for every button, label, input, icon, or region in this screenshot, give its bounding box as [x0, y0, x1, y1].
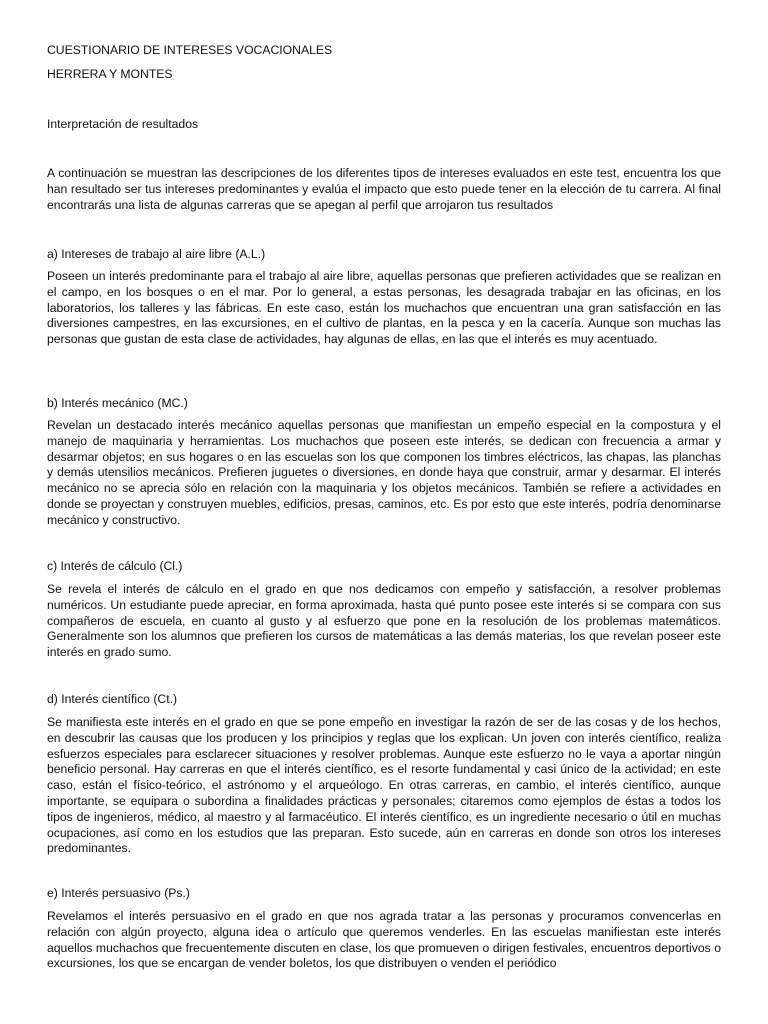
section-heading-ct: d) Interés científico (Ct.): [47, 692, 178, 706]
document-author: HERRERA Y MONTES: [47, 67, 173, 81]
section-body-mc: Revelan un destacado interés mecánico aquellas personas que manifiestan un empeño especial en la compostura y el manejo de maquinaria y herramientas. Los muchachos que poseen este interés, se dedican con frecuencia a armar y desarmar objetos; en sus hogares o en las escuelas son los que componen los timbres eléctricos, las chapas, las planchas y demás utensilios mecánicos. Prefieren juguetes o diversiones, en donde haya que construir, armar y desarmar. El interés mecánico no se aprecia sólo en relación con la maquinaria y los objetos mecánicos. También se refiere a actividades en donde se proyectan y construyen muebles, edificios, presas, caminos, etc. Es por esto que este interés, podría denominarse mecánico y constructivo.: [47, 418, 721, 527]
section-body-ps: Revelamos el interés persuasivo en el grado en que nos agrada tratar a las personas y procuramos convencerlas en relación con algún proyecto, alguna idea o artículo que queremos venderles. En las escuelas manifiestan este interés aquellos muchachos que frecuentemente discuten en clase, los que promueven o dirigen festivales, encuentros deportivos o excursiones, los que se encargan de vender boletos, los que distribuyen o venden el periódico: [47, 909, 721, 971]
document-title: CUESTIONARIO DE INTERESES VOCACIONALES: [47, 43, 333, 57]
section-body-ct: Se manifiesta este interés en el grado en que se pone empeño en investigar la razón de ser de las cosas y de los hechos, en descubrir las causas que los producen y los principios y reglas que los explican. Un joven con interés científico, realiza esfuerzos especiales para esclarecer situaciones y resolver problemas. Aunque este esfuerzo no le vaya a aportar ningún beneficio personal. Hay carreras en que el interés científico, es el resorte fundamental y casi único de la actividad; en este caso, están el físico-teórico, el astrónomo y el arqueólogo. En otras carreras, en cambio, el interés científico, aunque importante, se equipara o subordina a finalidades prácticas y personales; citaremos como ejemplos de éstas a todos los tipos de ingenieros, médico, al maestro y al farmacéutico. El interés científico, es un ingrediente necesario o útil en muchas ocupaciones, así como en los estudios que las preparan. Esto sucede, aún en carreras en donde son otros los intereses predominantes.: [47, 715, 721, 856]
section-heading-al: a) Intereses de trabajo al aire libre (A.L.): [47, 247, 266, 261]
section-heading-cl: c) Interés de cálculo (Cl.): [47, 559, 183, 573]
intro-paragraph: A continuación se muestran las descripciones de los diferentes tipos de intereses evaluados en este test, encuentra los que han resultado ser tus intereses predominantes y evalúa el impacto que esto puede tener en la elección de tu carrera. Al final encontrarás una lista de algunas carreras que se apegan al perfil que arrojaron tus resultados: [47, 166, 721, 212]
section-body-cl: Se revela el interés de cálculo en el grado en que nos dedicamos con empeño y satisfacción, a resolver problemas numéricos. Un estudiante puede apreciar, en forma aproximada, hasta qué punto posee este interés si se compara con sus compañeros de escuela, en cuanto al gusto y al esfuerzo que pone en la resolución de los problemas matemáticos. Generalmente son los alumnos que prefieren los cursos de matemáticas a las demás materias, los que revelan poseer este interés en grado sumo.: [47, 582, 721, 660]
section-heading-mc: b) Interés mecánico (MC.): [47, 396, 188, 410]
section-heading-ps: e) Interés persuasivo (Ps.): [47, 886, 190, 900]
section-title: Interpretación de resultados: [47, 117, 199, 131]
section-body-al: Poseen un interés predominante para el trabajo al aire libre, aquellas personas que prefieren actividades que se realizan en el campo, en los bosques o en el mar. Por lo general, a estas personas, les desagrada trabajar en las oficinas, en los laboratorios, los talleres y las fábricas. En este caso, están los muchachos que encuentran una gran satisfacción en las diversiones campestres, en las excursiones, en el cultivo de plantas, en la pesca y en la cacería. Aunque son muchas las personas que gustan de esta clase de actividades, hay algunas de ellas, en las que el interés es muy acentuado.: [47, 269, 721, 347]
